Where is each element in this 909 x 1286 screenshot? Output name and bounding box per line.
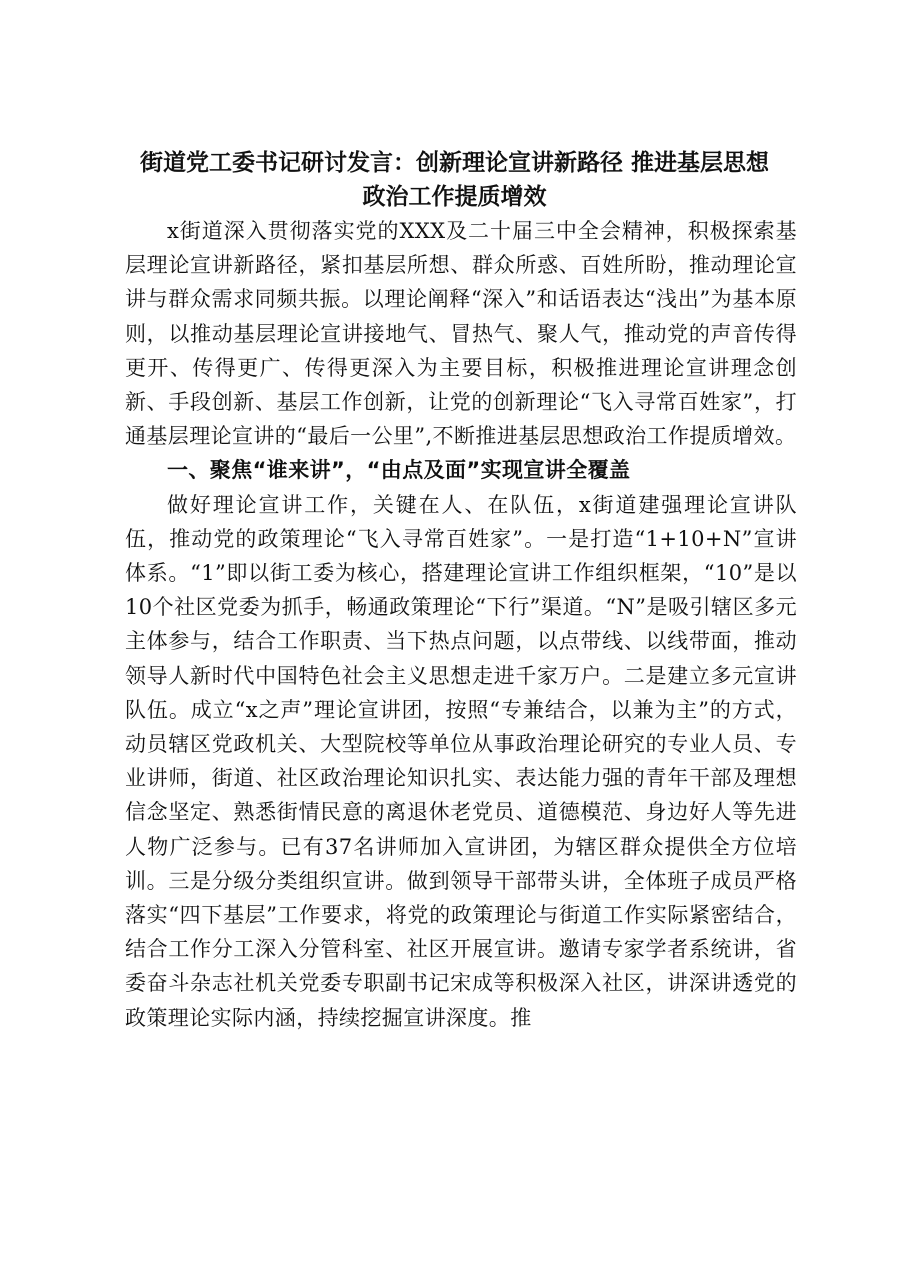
document-title xyxy=(100,146,809,214)
section-1-paragraph: 做好理论宣讲工作，关键在人、在队伍，x街道建强理论宣讲队伍，推动党的政策理论“飞入寻常百姓家”。一是打造“1+10+N”宣讲体系。“1”即以街工委为核心，搭建理论宣讲工作组织框架，“10”是以10个社区党委为抓手，畅通政策理论“下行”渠道。“N”是吸引辖区多元主体参与，结合工作职责、当下热点问题，以点带线、以线带面，推动领导人新时代中国特色社会主义思想走进千家万户。二是建立多元宣讲队伍。成立“x之声”理论宣讲团，按照“专兼结合，以兼为主”的方式，动员辖区党政机关、大型院校等单位从事政治理论研究的专业人员、专业讲师，街道、社区政治理论知识扎实、表达能力强的青年干部及理想信念坚定、熟悉街情民意的离退休老党员、道德模范、身边好人等先进人物广泛参与。已有37名讲师加入宣讲团，为辖区群众提供全方位培训。三是分级分类组织宣讲。做到领导干部带头讲，全体班子成员严格落实“四下基层”工作要求，将党的政策理论与街道工作实际紧密结合，结合工作分工深入分管科室、社区开展宣讲。邀请专家学者系统讲，省委奋斗杂志社机关党委专职副书记宋成等积极深入社区，讲深讲透党的政策理论实际内涵，持续挖掘宣讲深度。推 xyxy=(125,492,797,1030)
document-body xyxy=(125,214,797,1035)
intro-paragraph: x街道深入贯彻落实党的XXX及二十届三中全会精神，积极探索基层理论宣讲新路径，紧扣基层所想、群众所惑、百姓所盼，推动理论宣讲与群众需求同频共振。以理论阐释“深入”和话语表达“浅出”为基本原则，以推动基层理论宣讲接地气、冒热气、聚人气，推动党的声音传得更开、传得更广、传得更深入为主要目标，积极推进理论宣讲理念创新、手段创新、基层工作创新，让党的创新理论“飞入寻常百姓家”，打通基层理论宣讲的“最后一公里”,不断推进基层思想政治工作提质增效。 xyxy=(125,219,797,449)
title-line-1: 街道党工委书记研讨发言：创新理论宣讲新路径 推进基层思想 xyxy=(139,149,769,176)
section-heading-1: 一、聚焦“谁来讲”，“由点及面”实现宣讲全覆盖 xyxy=(167,458,631,483)
title-line-2: 政治工作提质增效 xyxy=(362,183,547,210)
